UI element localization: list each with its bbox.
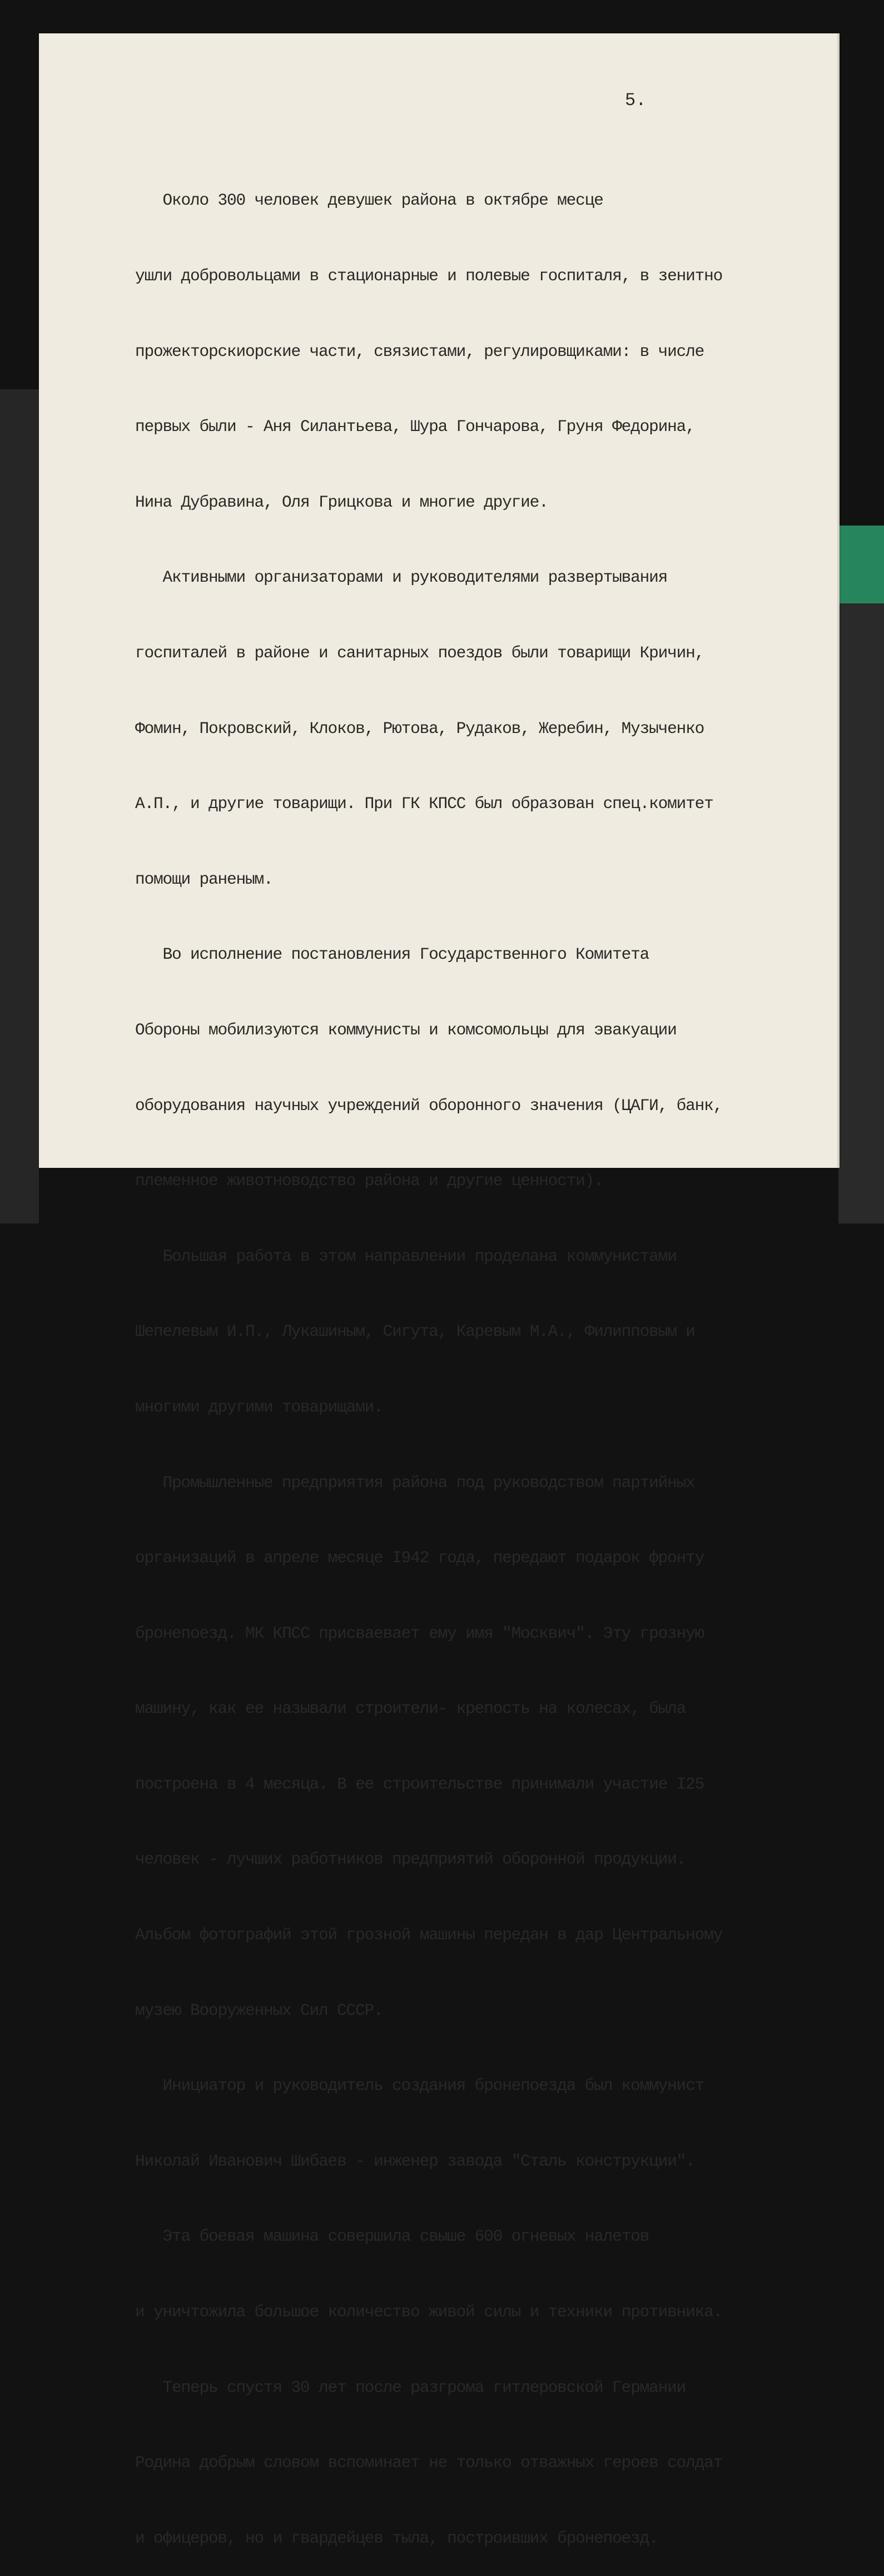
text-line: Эта боевая машина совершила свыше 600 огневых налетов [135, 2227, 649, 2246]
text-line: Обороны мобилизуются коммунисты и комсомольцы для эвакуации [135, 1020, 677, 1039]
text-line: А.П., и другие товарищи. При ГК КПСС был образован спец.комитет [135, 794, 713, 814]
typed-body-text [135, 138, 830, 2576]
text-line: Родина добрым словом вспоминает не только отважных героев солдат [135, 2453, 723, 2473]
text-line: Инициатор и руководитель создания бронепоезда был коммунист [135, 2076, 704, 2096]
text-line: помощи раненым. [135, 869, 273, 889]
text-line: многими другими товарищами. [135, 1397, 383, 1416]
text-line: Шепелевым И.П., Лукашиным, Сигута, Каревым М.А., Филипповым и [135, 1322, 695, 1341]
text-line: Большая работа в этом направлении проделана коммунистами [135, 1246, 677, 1266]
text-line: Активными организаторами и руководителями развертывания [135, 568, 668, 587]
text-line: музею Вооруженных Сил СССР. [135, 2000, 383, 2020]
sheet-edge [837, 33, 840, 1168]
text-line: построена в 4 месяца. В ее строительстве принимали участие I25 [135, 1774, 704, 1794]
text-line: Альбом фотографий этой грозной машины передан в дар Центральному [135, 1925, 723, 1945]
text-line: и офицеров, но и гвардейцев тыла, построивших бронепоезд. [135, 2528, 658, 2548]
text-line: Фомин, Покровский, Клоков, Рютова, Рудаков, Жеребин, Музыченко [135, 719, 704, 738]
text-line: оборудования научных учреждений оборонного значения (ЦАГИ, банк, [135, 1096, 723, 1115]
text-line: госпиталей в районе и санитарных поездов были товарищи Кричин, [135, 643, 704, 662]
scanner-backdrop-left [0, 389, 39, 1223]
text-line: бронепоезд. МК КПСС присваевает ему имя "Москвич". Эту грозную [135, 1623, 704, 1643]
text-line: племенное животноводство района и другие ценности). [135, 1171, 603, 1191]
color-calibration-strip [838, 526, 884, 603]
text-line: организаций в апреле месяце I942 года, передают подарок фронту [135, 1548, 704, 1568]
scanner-backdrop-right [838, 603, 884, 1223]
text-line: ушли добровольцами в стационарные и полевые госпиталя, в зенитно [135, 266, 723, 285]
text-line: Теперь спустя 30 лет после разгрома гитлеровской Германии [135, 2377, 686, 2397]
text-line: прожекторскиорские части, связистами, регулировщиками: в числе [135, 341, 704, 361]
page-number: 5. [625, 90, 647, 111]
text-line: машину, как ее называли строители- крепость на колесах, была [135, 1699, 686, 1718]
text-line: первых были - Аня Силантьева, Шура Гончарова, Груня Федорина, [135, 417, 695, 437]
text-line: Николай Иванович Шибаев - инженер завода "Сталь конструкции". [135, 2151, 695, 2171]
text-line: Промышленные предприятия района под руководством партийных [135, 1473, 695, 1492]
text-line: Около 300 человек девушек района в октябре месце [135, 191, 603, 210]
text-line: человек - лучших работников предприятий оборонной продукции. [135, 1850, 686, 1869]
text-line: Во исполнение постановления Государственного Комитета [135, 945, 649, 964]
text-line: и уничтожила большое количество живой силы и техники противника. [135, 2302, 723, 2322]
text-line: Нина Дубравина, Оля Грицкова и многие другие. [135, 492, 548, 512]
